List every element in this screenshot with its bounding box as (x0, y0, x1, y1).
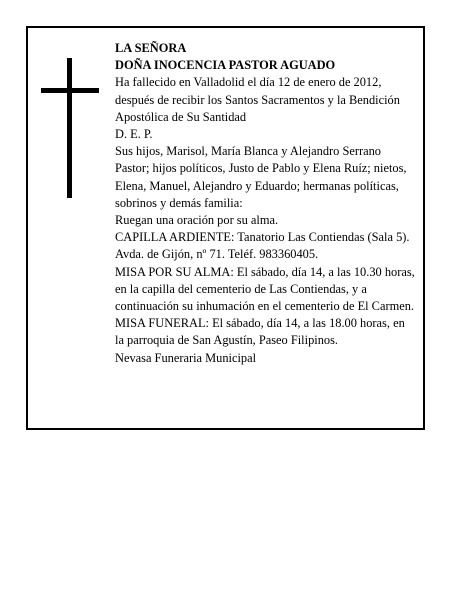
obituary-notice (26, 26, 425, 430)
family-list: Sus hijos, Marisol, María Blanca y Alejandro Serrano Pastor; hijos políticos, Justo de Pablo y Elena Ruíz; nietos, Elena, Manuel, Alejandro y Eduardo; hermanas políticas, sobrinos y demás familia: (115, 144, 407, 210)
obituary-text (115, 40, 415, 367)
dep-label: D. E. P. (115, 127, 153, 142)
misa-por-su-alma: MISA POR SU ALMA: El sábado, día 14, a las 10.30 horas, en la capilla del cementerio de Las Contiendas, y a continuación su inhumación en el cementerio de El Carmen. (115, 264, 415, 314)
prayer-request: Ruegan una oración por su alma. (115, 213, 279, 228)
death-announcement: Ha fallecido en Valladolid el día 12 de enero de 2012, después de recibir los Santos Sacramentos y la Bendición Apostólica de Su Santidad (115, 75, 400, 124)
deceased-name: DOÑA INOCENCIA PASTOR AGUADO (115, 58, 336, 73)
capilla-ardiente: CAPILLA ARDIENTE: Tanatorio Las Contiendas (Sala 5). Avda. de Gijón, nº 71. Teléf. 983360405. (115, 230, 410, 262)
deceased-title: LA SEÑORA (115, 41, 187, 55)
cross-vertical-bar (67, 58, 72, 198)
funeral-home: Nevasa Funeraria Municipal (115, 350, 257, 365)
cross-horizontal-bar (41, 88, 99, 93)
misa-funeral: MISA FUNERAL: El sábado, día 14, a las 18.00 horas, en la parroquia de San Agustín, Paseo Filipinos. (115, 316, 405, 348)
